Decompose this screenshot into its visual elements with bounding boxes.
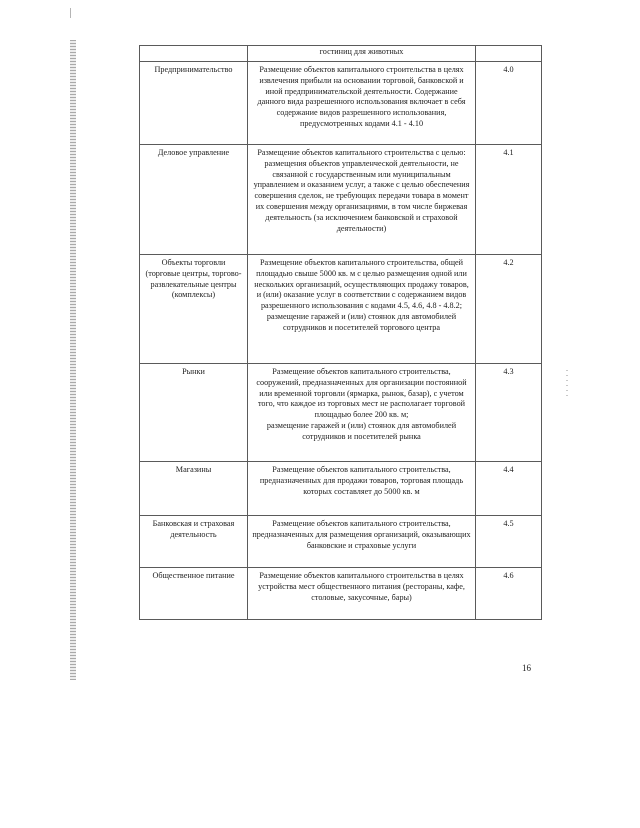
table-row <box>140 255 542 364</box>
page-number: 16 <box>522 663 531 673</box>
cell-empty <box>140 46 248 62</box>
scan-artifact-strip <box>70 40 76 680</box>
scan-artifact-mark <box>70 8 71 18</box>
cell-name: Деловое управление <box>140 145 248 255</box>
cell-description: Размещение объектов капитального строительства, предназначенных для продажи товаров, торговая площадь которых составляет до 5000 кв. м <box>248 462 476 516</box>
cell-code: 4.1 <box>476 145 542 255</box>
cell-code: 4.3 <box>476 364 542 462</box>
cell-description: Размещение объектов капитального строительства, общей площадью свыше 5000 кв. м с целью размещения одной или нескольких организаций, осуществляющих продажу товаров, и (или) оказание услуг в соответствии с содержанием видов разрешенного использования с кодами 4.5, 4.6, 4.8 - 4.8.2; размещение гаражей и (или) стоянок для автомобилей сотрудников и посетителей торгового центра <box>248 255 476 364</box>
cell-description-part: размещение гаражей и (или) стоянок для автомобилей сотрудников и посетителей рынка <box>266 421 457 441</box>
cell-description <box>248 364 476 462</box>
cell-description: Размещение объектов капитального строительства, предназначенных для размещения организаций, оказывающих банковские и страховые услуги <box>248 516 476 568</box>
cell-name: Банковская и страховая деятельность <box>140 516 248 568</box>
cell-code: 4.5 <box>476 516 542 568</box>
cell-description-part: Размещение объектов капитального строительства, сооружений, предназначенных для организации постоянной или временной торговли (ярмарка, рынок, базар), с учетом того, что каждое из торговых мест не располагает торговой площадью более 200 кв. м; <box>256 367 467 420</box>
table-row <box>140 364 542 462</box>
cell-code: 4.6 <box>476 568 542 620</box>
cell-description: Размещение объектов капитального строительства в целях устройства мест общественного питания (рестораны, кафе, столовые, закусочные, бары) <box>248 568 476 620</box>
cell-name: Общественное питание <box>140 568 248 620</box>
cell-name: Магазины <box>140 462 248 516</box>
cell-code: 4.0 <box>476 62 542 145</box>
table-row <box>140 462 542 516</box>
cell-name: Рынки <box>140 364 248 462</box>
table-row-continuation <box>140 46 542 62</box>
cell-description: Размещение объектов капитального строительства с целью: размещения объектов управленческой деятельности, не связанной с государственным или муниципальным управлением и оказанием услуг, а также с целью обеспечения совершения сделок, не требующих передачи товара в момент их совершения между организациями, в том числе биржевая деятельность (за исключением банковской и страховой деятельности) <box>248 145 476 255</box>
table-row <box>140 568 542 620</box>
cell-code: 4.2 <box>476 255 542 364</box>
table-row <box>140 516 542 568</box>
table-row <box>140 62 542 145</box>
cell-name: Предпринимательство <box>140 62 248 145</box>
table-row <box>140 145 542 255</box>
cell-code: 4.4 <box>476 462 542 516</box>
cell-description: гостиниц для животных <box>248 46 476 62</box>
scan-artifact-dots <box>566 370 568 398</box>
cell-description: Размещение объектов капитального строительства в целях извлечения прибыли на основании торговой, банковской и иной предпринимательской деятельности. Содержание данного вида разрешенного использования включает в себя содержание видов разрешенного использования, предусмотренных кодами 4.1 - 4.10 <box>248 62 476 145</box>
land-use-table <box>139 45 542 620</box>
cell-empty <box>476 46 542 62</box>
cell-name: Объекты торговли (торговые центры, торгово-развлекательные центры (комплексы) <box>140 255 248 364</box>
